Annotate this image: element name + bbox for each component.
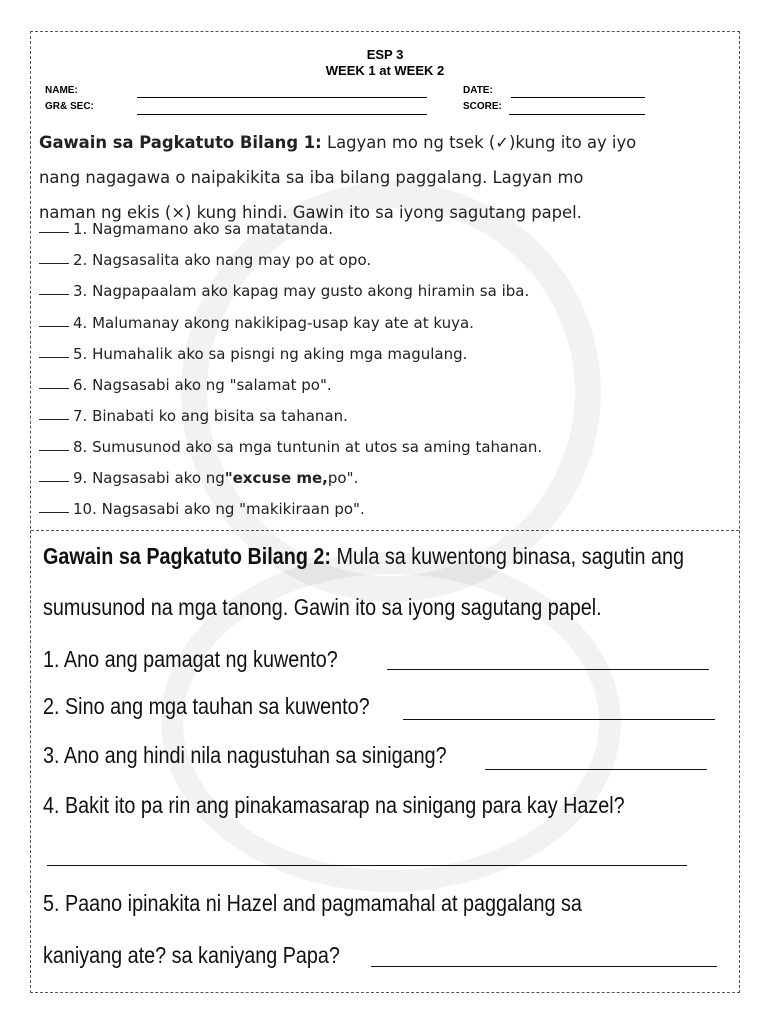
item-text: 3. Nagpapaalam ako kapag may gusto akong hiramin sa iba. (73, 282, 530, 300)
list-item (39, 245, 739, 275)
worksheet-header (31, 32, 739, 120)
activity-2-instr-line1 (43, 543, 684, 570)
answer-blank[interactable] (39, 468, 69, 482)
grsec-field[interactable] (137, 114, 427, 115)
item-text: 10. Nagsasabi ako ng "makikiraan po". (73, 500, 365, 518)
answer-blank[interactable] (39, 250, 69, 264)
list-item (39, 276, 739, 306)
date-field[interactable] (511, 97, 645, 98)
answer-blank[interactable] (39, 375, 69, 389)
activity-2-title: Gawain sa Pagkatuto Bilang 2: (43, 543, 331, 569)
answer-blank[interactable] (39, 499, 69, 513)
item-text: 2. Nagsasalita ako nang may po at opo. (73, 251, 372, 269)
activity-2-instr-line2: sumusunod na mga tanong. Gawin ito sa iyong sagutang papel. (43, 594, 602, 620)
answer-line-4[interactable] (47, 865, 687, 866)
answer-blank[interactable] (39, 219, 69, 233)
item-text: 5. Humahalik ako sa pisngi ng aking mga magulang. (73, 345, 468, 363)
answer-blank[interactable] (39, 344, 69, 358)
answer-blank[interactable] (39, 437, 69, 451)
list-item (39, 370, 739, 400)
list-item (39, 432, 739, 462)
question-1: 1. Ano ang pamagat ng kuwento? (43, 646, 338, 672)
subject-title: ESP 3 (366, 47, 404, 62)
question-5-line2: kaniyang ate? sa kaniyang Papa? (43, 942, 340, 968)
question-4: 4. Bakit ito pa rin ang pinakamasarap na sinigang para kay Hazel? (43, 792, 625, 818)
list-item (39, 463, 739, 493)
date-label: DATE: (463, 85, 493, 96)
answer-blank[interactable] (39, 281, 69, 295)
question-2: 2. Sino ang mga tauhan sa kuwento? (43, 693, 370, 719)
answer-line-5[interactable] (371, 966, 717, 967)
list-item (39, 339, 739, 369)
answer-blank[interactable] (39, 406, 69, 420)
activity-2-instr-rest: Mula sa kuwentong binasa, sagutin ang (330, 543, 684, 569)
list-item (39, 494, 739, 524)
activity-1-title: Gawain sa Pagkatuto Bilang 1: (39, 133, 322, 152)
item-text: 4. Malumanay akong nakikipag-usap kay ate at kuya. (73, 314, 474, 332)
answer-line-1[interactable] (387, 669, 709, 670)
activity-1-instr-line2: nang nagagawa o naipakikita sa iba bilang paggalang. Lagyan mo (39, 168, 584, 187)
section-divider (31, 530, 739, 531)
item-text: 7. Binabati ko ang bisita sa tahanan. (73, 407, 348, 425)
list-item (39, 308, 739, 338)
answer-line-2[interactable] (403, 719, 715, 720)
answer-blank[interactable] (39, 313, 69, 327)
week-title: WEEK 1 at WEEK 2 (325, 63, 445, 78)
item-text-bold: "excuse me, (224, 469, 328, 487)
worksheet (30, 31, 740, 993)
activity-1-instr-line3: naman ng ekis (×) kung hindi. Gawin ito sa iyong sagutang papel. (39, 203, 582, 222)
list-item (39, 401, 739, 431)
name-field[interactable] (137, 97, 427, 98)
item-text-end: po". (327, 469, 359, 487)
item-text: 8. Sumusunod ako sa mga tuntunin at utos sa aming tahanan. (73, 438, 543, 456)
question-3: 3. Ano ang hindi nila nagustuhan sa sinigang? (43, 742, 447, 768)
item-text: 9. Nagsasabi ako ng (73, 469, 225, 487)
list-item (39, 214, 739, 244)
grsec-label: GR& SEC: (45, 101, 94, 112)
item-text: 1. Nagmamano ako sa matatanda. (73, 220, 334, 238)
question-5-line1: 5. Paano ipinakita ni Hazel and pagmamahal at paggalang sa (43, 890, 582, 916)
name-label: NAME: (45, 85, 78, 96)
activity-1-instr-line1: Lagyan mo ng tsek (✓)kung ito ay iyo (321, 133, 637, 152)
score-label: SCORE: (463, 101, 502, 112)
item-text: 6. Nagsasabi ako ng "salamat po". (73, 376, 332, 394)
answer-line-3[interactable] (485, 769, 707, 770)
score-field[interactable] (509, 114, 645, 115)
